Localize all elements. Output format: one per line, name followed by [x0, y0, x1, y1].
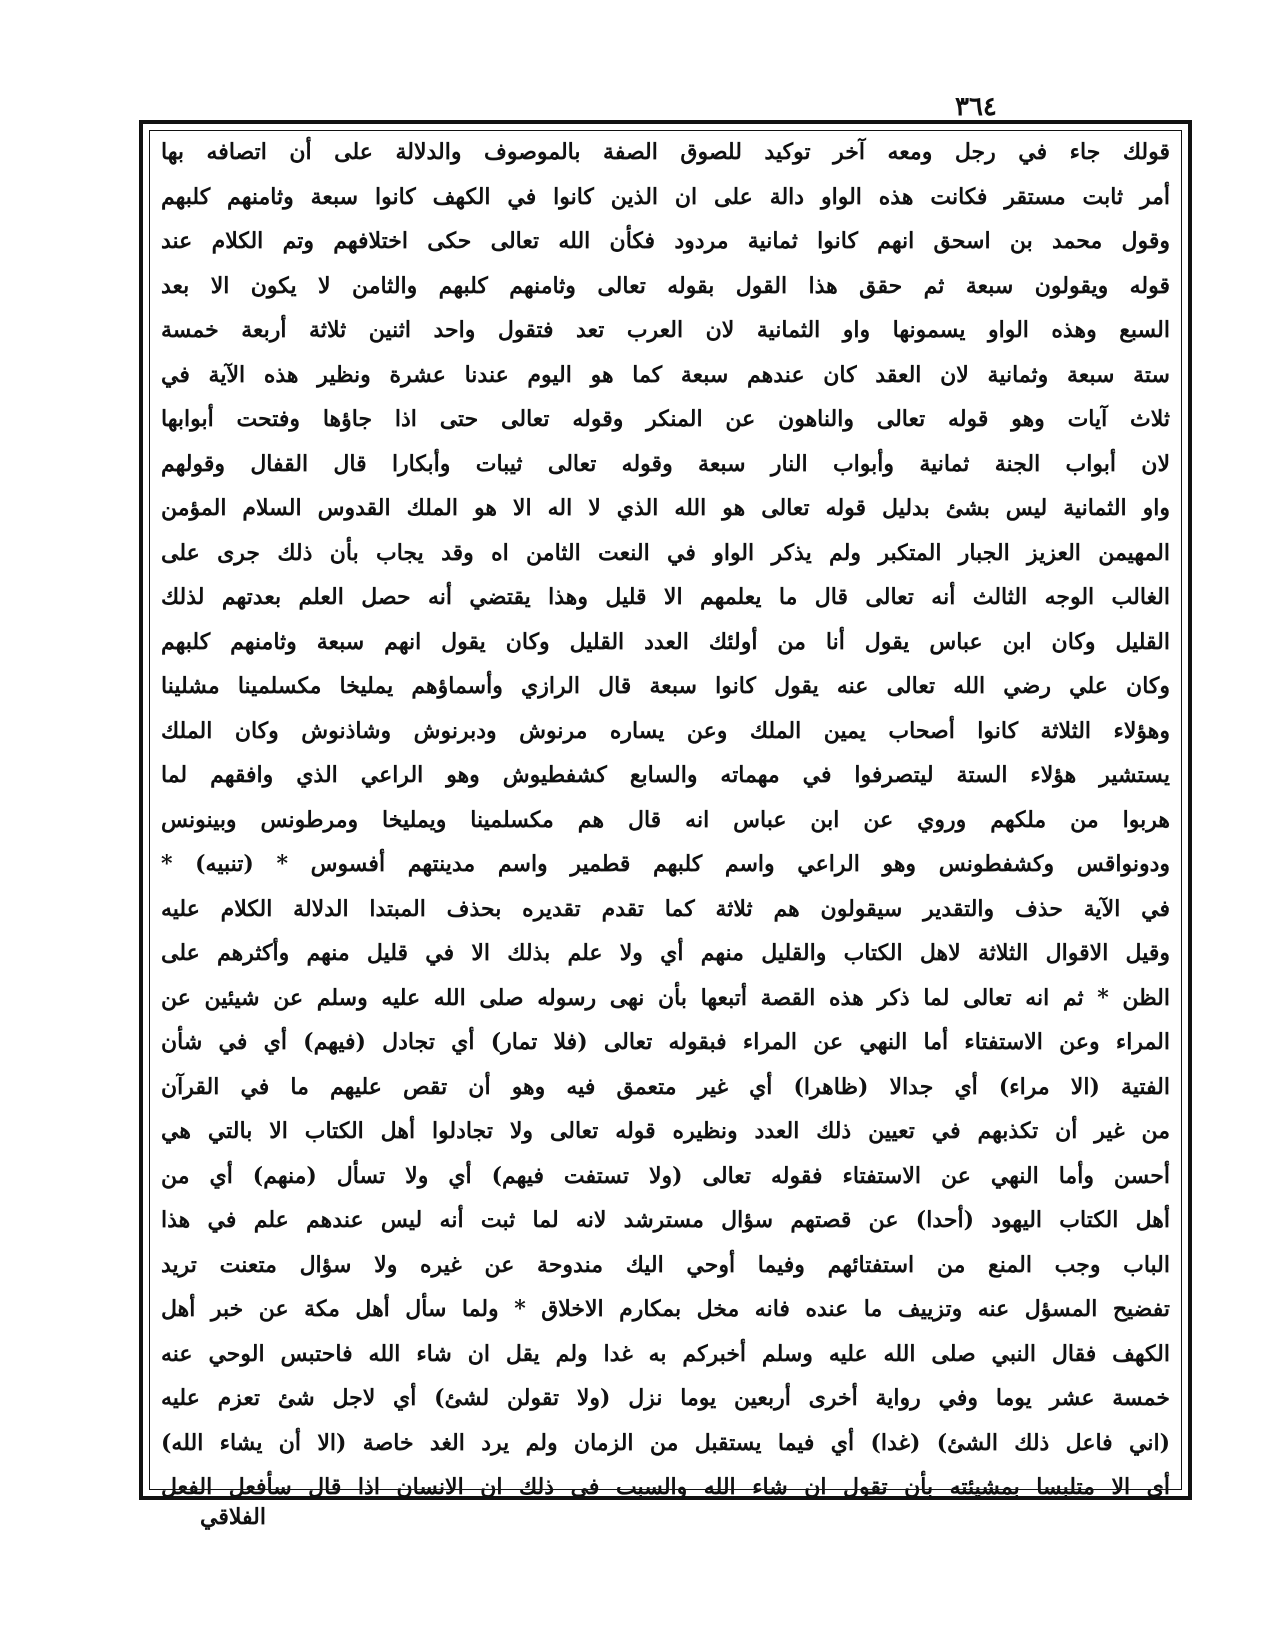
text-line: وكان علي رضي الله تعالى عنه يقول كانوا سبعة قال الرازي وأسماؤهم يمليخا مكسلمينا مشلينا	[161, 673, 1170, 699]
text-line: ودونواقس وكشفطونس وهو الراعي واسم كلبهم قطمير واسم مدينتهم أفسوس * (تنبيه) *	[161, 851, 1170, 877]
text-line: ثلاث آيات وهو قوله تعالى والناهون عن المنكر وقوله تعالى حتى اذا جاؤها وفتحت أبوابها	[161, 406, 1170, 432]
text-line: القليل وكان ابن عباس يقول أنا من أولئك العدد القليل وكان يقول انهم سبعة وثامنهم كلبهم	[161, 628, 1170, 655]
text-line: قولك جاء في رجل ومعه آخر توكيد للصوق الصفة بالموصوف والدلالة على أن اتصافه بها	[161, 139, 1170, 165]
text-line: المراء وعن الاستفتاء أما النهي عن المراء فبقوله تعالى (فلا تمار) أي تجادل (فيهم) أي في شأن	[161, 1029, 1170, 1055]
text-line: المهيمن العزيز الجبار المتكبر ولم يذكر الواو في النعت الثامن اه وقد يجاب بأن ذلك جرى على	[161, 539, 1170, 566]
text-line: لان أبواب الجنة ثمانية وأبواب النار سبعة وقوله تعالى ثيبات وأبكارا قال القفال وقولهم	[161, 450, 1170, 477]
text-line: السبع وهذه الواو يسمونها واو الثمانية لان العرب تعد فتقول واحد اثنين ثلاثة أربعة خمسة	[161, 317, 1170, 343]
text-line: الفتية (الا مراء) أي جدالا (ظاهرا) أي غير متعمق فيه وهو أن تقص عليهم ما في القرآن	[161, 1073, 1170, 1100]
text-line: الظن * ثم انه تعالى لما ذكر هذه القصة أتبعها بأن نهى رسوله صلى الله عليه وسلم عن شيئين عن	[161, 984, 1170, 1011]
text-line: في الآية حذف والتقدير سيقولون هم ثلاثة كما تقدم تقديره بحذف المبتدا الدلالة الكلام عليه	[161, 895, 1170, 922]
text-line: وقول محمد بن اسحق انهم كانوا ثمانية مردود فكأن الله تعالى حكى اختلافهم وتم الكلام عند	[161, 228, 1170, 254]
text-frame	[139, 120, 1192, 1500]
text-line: ستة سبعة وثمانية لان العقد كان عندهم سبعة كما هو اليوم عندنا عشرة ونظير هذه الآية في	[161, 361, 1170, 388]
text-line: أي الا متلبسا بمشيئته بأن تقول ان شاء الله والسبب في ذلك ان الانسان اذا قال سأفعل الفعل	[161, 1474, 1170, 1500]
catchword: الفلاقي	[200, 1504, 266, 1530]
text-line: خمسة عشر يوما وفي رواية أخرى أربعين يوما نزل (ولا تقولن لشئ) أي لاجل شئ تعزم عليه	[161, 1385, 1170, 1411]
page-body	[161, 130, 1170, 1510]
text-line: (اني فاعل ذلك الشئ) (غدا) أي فيما يستقبل من الزمان ولم يرد الغد خاصة (الا أن يشاء الله)	[161, 1429, 1170, 1456]
text-line: هربوا من ملكهم وروي عن ابن عباس انه قال هم مكسلمينا ويمليخا ومرطونس وبينونس	[161, 806, 1170, 833]
text-line: تفضيح المسؤل عنه وتزييف ما عنده فانه مخل بمكارم الاخلاق * ولما سأل أهل مكة عن خبر أهل	[161, 1296, 1170, 1322]
text-line: واو الثمانية ليس بشئ بدليل قوله تعالى هو الله الذي لا اله الا هو الملك القدوس السلام المؤمن	[161, 495, 1170, 521]
text-line: وهؤلاء الثلاثة كانوا أصحاب يمين الملك وعن يساره مرنوش ودبرنوش وشاذنوش وكان الملك	[161, 717, 1170, 744]
text-line: أهل الكتاب اليهود (أحدا) عن قصتهم سؤال مسترشد لانه لما ثبت أنه ليس عندهم علم في هذا	[161, 1207, 1170, 1233]
text-line: الكهف فقال النبي صلى الله عليه وسلم أخبركم به غدا ولم يقل ان شاء الله فاحتبس الوحي عنه	[161, 1340, 1170, 1367]
text-line: الغالب الوجه الثالث أنه تعالى قال ما يعلمهم الا قليل وهذا يقتضي أنه حصل العلم بعدتهم لذلك	[161, 584, 1170, 610]
text-line: وقيل الاقوال الثلاثة لاهل الكتاب والقليل منهم أي ولا علم بذلك الا في قليل منهم وأكثرهم على	[161, 940, 1170, 966]
text-line: يستشير هؤلاء الستة ليتصرفوا في مهماته والسابع كشفطيوش وهو الراعي الذي وافقهم لما	[161, 762, 1170, 788]
text-line: أمر ثابت مستقر فكانت هذه الواو دالة على ان الذين كانوا في الكهف كانوا سبعة وثامنهم كلبهم	[161, 183, 1170, 210]
text-line: من غير أن تكذبهم في تعيين ذلك العدد ونظيره قوله تعالى ولا تجادلوا أهل الكتاب الا بالتي هي	[161, 1118, 1170, 1144]
text-line: الباب وجب المنع من استفتائهم وفيما أوحي اليك مندوحة عن غيره ولا سؤال متعنت تريد	[161, 1251, 1170, 1278]
page-number: ٣٦٤	[955, 92, 997, 122]
text-line: أحسن وأما النهي عن الاستفتاء فقوله تعالى (ولا تستفت فيهم) أي ولا تسأل (منهم) أي من	[161, 1162, 1170, 1189]
text-line: قوله ويقولون سبعة ثم حقق هذا القول بقوله تعالى وثامنهم كلبهم والثامن لا يكون الا بعد	[161, 272, 1170, 299]
